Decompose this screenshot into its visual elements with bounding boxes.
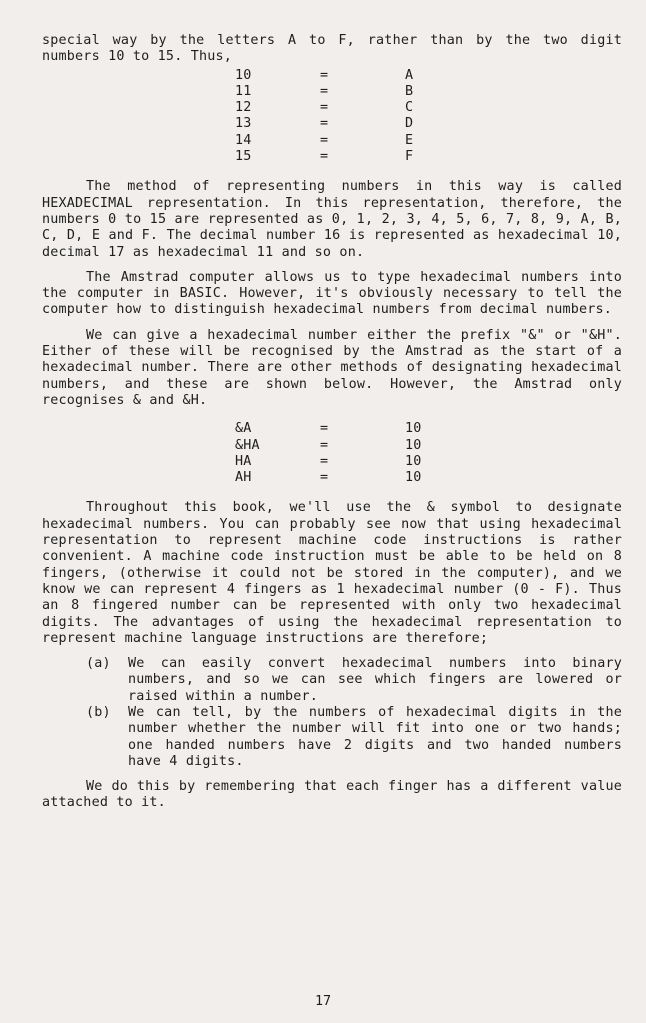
page-body [42,33,622,812]
table-row: &A = 10 [235,421,422,437]
list-text: We can tell, by the numbers of hexadecimal digits in the number whether the number will fit into one or two hands; one handed numbers have 2 digits and two handed numbers have 4 digits. [128,704,622,769]
paragraph-prefix: We can give a hexadecimal number either the prefix "&" or "&H". Either of these will be recognised by the Amstrad as the start of a hexadecimal number. There are other methods of designating hexadecimal numbers, and these are shown below. However, the Amstrad only recognises & and &H. [42,327,622,408]
paragraph-throughout: Throughout this book, we'll use the & symbol to designate hexadecimal numbers. You can probably see now that using hexadecimal representation to represent machine code instructions is rather convenient. A machine code instruction must be able to be held on 8 fingers, (otherwise it could not be stored in the computer), and we know we can represent 4 fingers as 1 hexadecimal number (0 - F). Thus an 8 fingered number can be represented with only two hexadecimal digits. The advantages of using the hexadecimal representation to represent machine language instructions are therefore; [42,500,622,646]
decimal-hex-table [42,68,622,166]
list-item [42,656,622,705]
table-row: AH = 10 [235,470,422,486]
table-row: 15 = F [235,149,414,165]
paragraph-final: We do this by remembering that each finger has a different value attached to it. [42,779,622,811]
table-row: 10 = A [235,67,414,83]
hex-prefix-table [42,421,622,486]
list-item [42,705,622,770]
list-label: (a) [86,656,111,672]
table-row: 11 = B [235,83,414,99]
list-label: (b) [86,704,111,720]
paragraph-amstrad: The Amstrad computer allows us to type hexadecimal numbers into the computer in BASIC. However, it's obviously necessary to tell the computer how to distinguish hexadecimal numbers from decimal numbers. [42,269,622,318]
table-row: 13 = D [235,116,414,132]
table-row: 14 = E [235,132,414,148]
page-number: 17 [314,994,332,1009]
table-row: &HA = 10 [235,437,422,453]
list-text: We can easily convert hexadecimal numbers into binary numbers, and so we can see which fingers are lowered or raised within a number. [128,656,622,704]
paragraph-intro: special way by the letters A to F, rather than by the two digit numbers 10 to 15. Thus, [42,33,622,65]
table-row: 12 = C [235,100,414,116]
table-row: HA = 10 [235,453,422,469]
paragraph-hexadecimal: The method of representing numbers in this way is called HEXADECIMAL representation. In this representation, therefore, the numbers 0 to 15 are represented as 0, 1, 2, 3, 4, 5, 6, 7, 8, 9, A, B, C, D, E and F. The decimal number 16 is represented as hexadecimal 10, decimal 17 as hexadecimal 11 and so on. [42,179,622,260]
